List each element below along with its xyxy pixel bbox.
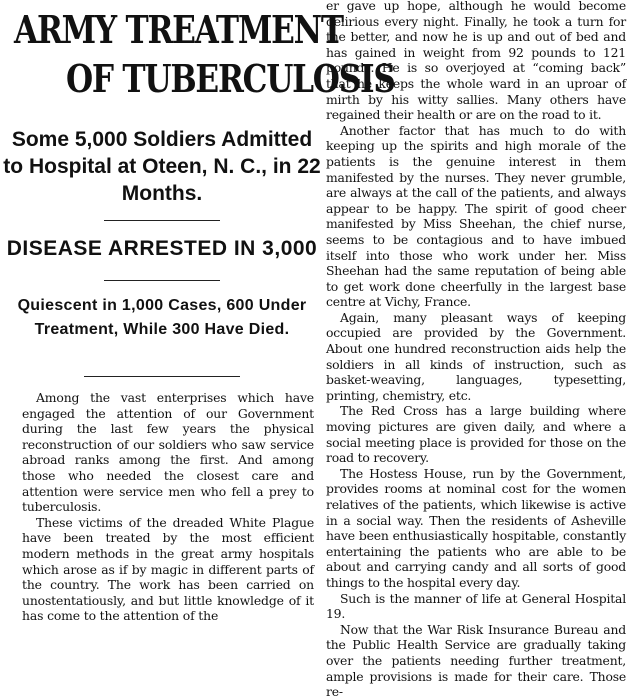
article-body-left [22,390,314,624]
subheadline-1: Some 5,000 Soldiers Admitted to Hospital at Oteen, N. C., in 22 Months. [3,128,321,205]
subheadline-3: Quiescent in 1,000 Cases, 600 Under Treatment, While 300 Have Died. [17,297,307,338]
paragraph: Another factor that has much to do with keeping up the spirits and high morale of the patients is the genuine interest in them manifested by the nurses. They never grumble, are always at the call of the patients, and always appear to be happy. The spirit of good cheer manifested by Miss Sheehan, the chief nurse, seems to be contagious and to have imbued itself into those who work under her. Miss Sheehan had the same reputation of being able to get work done cheerfully in the largest base centre at Vichy, France. [326,122,626,310]
paragraph: The Hostess House, run by the Government, provides rooms at nominal cost for the women relatives of the patients, which likewise is active in a social way. Then the residents of Asheville have been enthusiastically hospitable, constantly entertaining the patients who are able to be about and carrying candy and all sorts of good things to the hospital every day. [326,465,626,590]
divider-rule-2 [104,280,220,281]
divider-rule-1 [104,220,220,221]
article-body-right [326,0,626,700]
paragraph: These victims of the dreaded White Plague have been treated by the most efficient modern methods in the great army hospitals which arose as if by magic in different parts of the country. The work has been carried on unostentatiously, and but little knowledge of it has come to the attention of the [22,514,314,624]
right-column [326,0,640,700]
divider-rule-3 [84,376,240,377]
headline-line-2: OF TUBERCULOSIS [66,56,395,101]
paragraph-continued: er gave up hope, although he would become delirious every night. Finally, he took a turn for the better, and now he is up and out of bed and has gained in weight from 92 pounds to 121 pounds. He is so overjoyed at “coming back” that he keeps the whole ward in an uproar of mirth by his witty sallies. Many others have regained their health or are on the road to it. [326,0,626,123]
headline-line-1: ARMY TREATMENT [14,7,343,52]
paragraph: Among the vast enterprises which have engaged the attention of our Government during the last few years the physical reconstruction of our soldiers who saw service abroad ranks among the first. And among those who needed the closest care and attention were service men who fell a prey to tuberculosis. [22,390,314,515]
paragraph: Again, many pleasant ways of keeping occupied are provided by the Government. About one hundred reconstruction aids help the soldiers in all kinds of instruction, such as basket-weaving, languages, typesetting, printing, chemistry, etc. [326,309,626,403]
paragraph: Such is the manner of life at General Hospital 19. [326,590,626,622]
paragraph: The Red Cross has a large building where moving pictures are given daily, and where a social meeting place is provided for those on the road to recovery. [326,403,626,466]
subheadline-2: DISEASE ARRESTED IN 3,000 [6,237,318,260]
paragraph: Now that the War Risk Insurance Bureau and the Public Health Service are gradually taking over the patients needing further treatment, ample provisions is made for their care. Those re- [326,621,626,700]
